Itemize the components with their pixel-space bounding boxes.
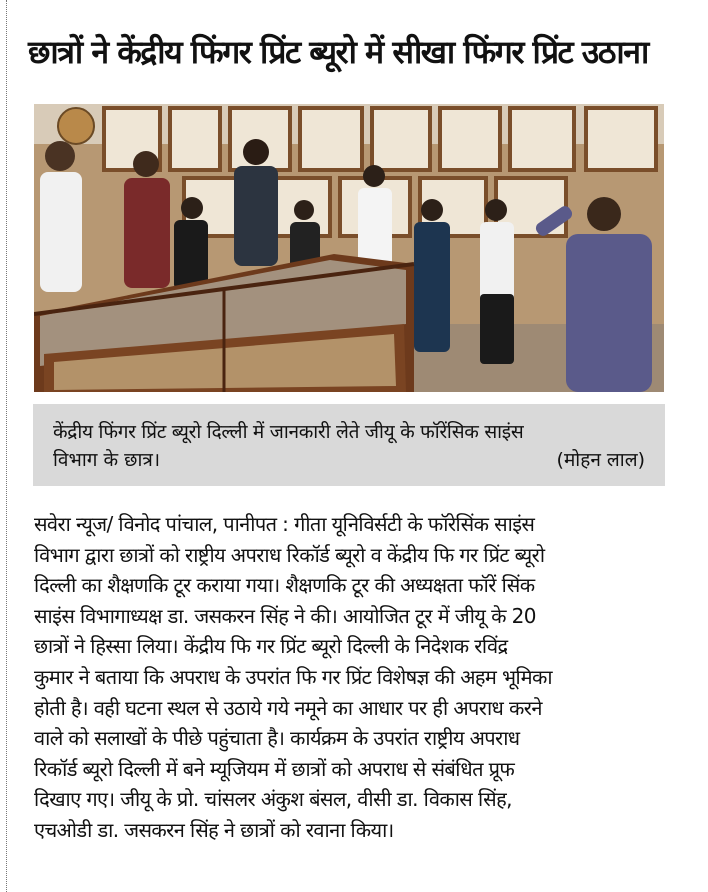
news-photo <box>34 104 664 392</box>
article-line: रिकॉर्ड ब्यूरो दिल्ली में बने म्यूजियम में छात्रों को अपराध से संबंधित प्रूफ <box>34 756 515 781</box>
column-divider <box>6 0 7 892</box>
photo-caption <box>33 404 665 486</box>
article-line: वाले को सलाखों के पीछे पहुंचाता है। कार्यक्रम के उपरांत राष्ट्रीय अपराध <box>34 726 520 751</box>
caption-text-line-2-text: विभाग के छात्र। <box>53 449 161 471</box>
article-line: कुमार ने बताया कि अपराध के उपरांत फि गर प्रिंट विशेषज्ञ की अहम भूमिका <box>34 664 552 689</box>
caption-text-line-1: केंद्रीय फिंगर प्रिंट ब्यूरो दिल्ली में जानकारी लेते जीयू के फॉरेंसिक साइंस <box>53 421 524 443</box>
article-body <box>34 509 666 846</box>
photo-credit: (मोहन लाल) <box>556 449 645 471</box>
headline: छात्रों ने केंद्रीय फिंगर प्रिंट ब्यूरो में सीखा फिंगर प्रिंट उठाना <box>28 33 648 71</box>
article-line: दिखाए गए। जीयू के प्रो. चांसलर अंकुश बंसल, वीसी डा. विकास सिंह, <box>34 787 512 812</box>
photo-illustration <box>34 104 664 392</box>
article-line: छात्रों ने हिस्सा लिया। केंद्रीय फि गर प्रिंट ब्यूरो दिल्ली के निदेशक रविंद्र <box>34 634 508 659</box>
article-line: विभाग द्वारा छात्रों को राष्ट्रीय अपराध रिकॉर्ड ब्यूरो व केंद्रीय फि गर प्रिंट ब्यूरो <box>34 542 545 567</box>
article-line: दिल्ली का शैक्षणकि टूर कराया गया। शैक्षणकि टूर की अध्यक्षता फॉरें सिंक <box>34 573 535 598</box>
article-line: होती है। वही घटना स्थल से उठाये गये नमूने का आधार पर ही अपराध करने <box>34 695 542 720</box>
article-line: सवेरा न्यूज/ विनोद पांचाल, पानीपत : गीता यूनिविर्सटी के फॉरेसिंक साइंस <box>34 512 535 536</box>
article-line: एचओडी डा. जसकरन सिंह ने छात्रों को रवाना किया। <box>34 817 394 842</box>
article-line: साइंस विभागाध्यक्ष डा. जसकरन सिंह ने की। आयोजित टूर में जीयू के 20 <box>34 603 536 628</box>
caption-text-line-2 <box>53 446 645 474</box>
